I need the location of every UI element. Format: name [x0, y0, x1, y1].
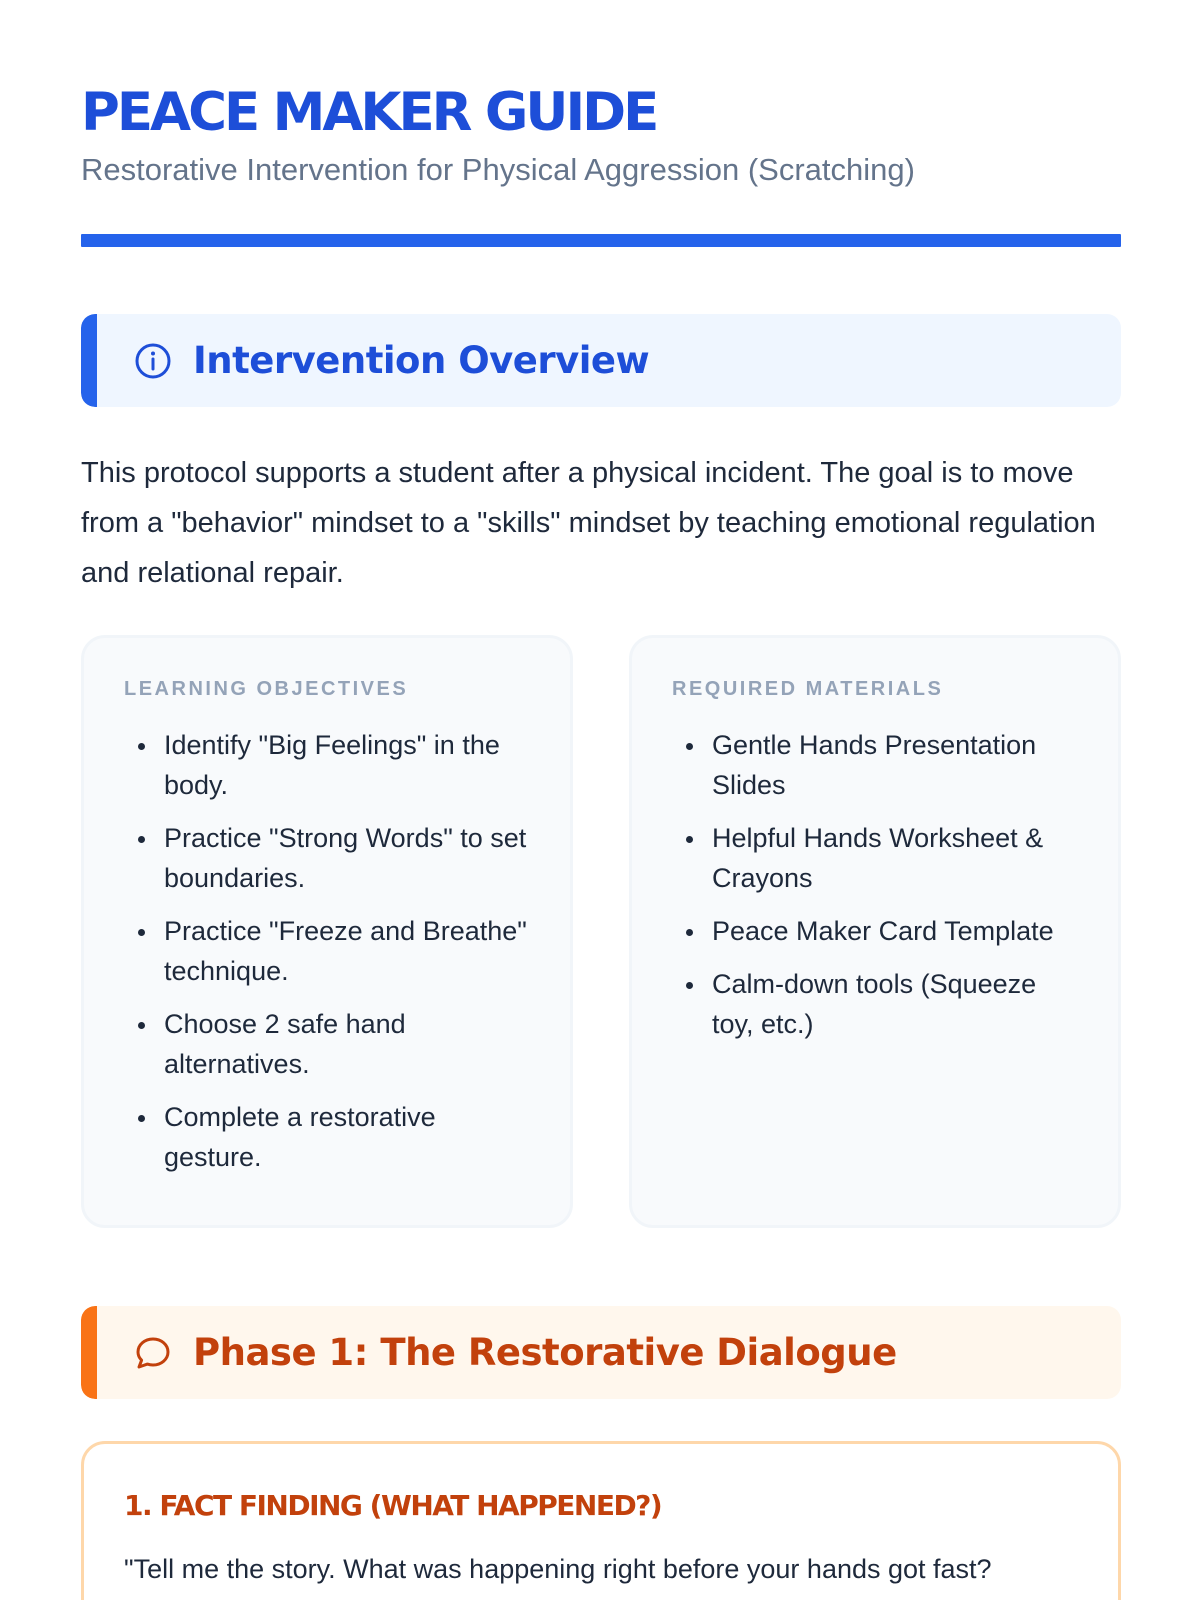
- overview-section-header: [81, 314, 1121, 407]
- learning-objectives-list: [124, 725, 530, 1177]
- list-item: Practice "Freeze and Breathe" technique.: [124, 911, 530, 991]
- list-item: Complete a restorative gesture.: [124, 1097, 530, 1177]
- page-subtitle: Restorative Intervention for Physical Aggression (Scratching): [81, 152, 915, 187]
- fact-finding-title: 1. FACT FINDING (WHAT HAPPENED?): [124, 1489, 662, 1522]
- phase1-section-header: [81, 1306, 1121, 1399]
- learning-objectives-label: LEARNING OBJECTIVES: [124, 678, 409, 700]
- list-item: Calm-down tools (Squeeze toy, etc.): [672, 964, 1078, 1044]
- phase1-heading: Phase 1: The Restorative Dialogue: [193, 1331, 897, 1374]
- overview-intro: This protocol supports a student after a physical incident. The goal is to move from a "behavior" mindset to a "skills" mindset by teaching emotional regulation and relational repair.: [81, 457, 1096, 589]
- list-item: Practice "Strong Words" to set boundaries.: [124, 818, 530, 898]
- list-item: Gentle Hands Presentation Slides: [672, 725, 1078, 805]
- list-item: Identify "Big Feelings" in the body.: [124, 725, 530, 805]
- required-materials-label: REQUIRED MATERIALS: [672, 678, 944, 700]
- list-item: Peace Maker Card Template: [672, 911, 1078, 951]
- list-item: Choose 2 safe hand alternatives.: [124, 1004, 530, 1084]
- required-materials-list: [672, 725, 1078, 1044]
- fact-finding-card: [81, 1441, 1121, 1600]
- required-materials-card: [629, 635, 1121, 1228]
- list-item: Helpful Hands Worksheet & Crayons: [672, 818, 1078, 898]
- title-divider: [81, 234, 1121, 247]
- speech-bubble-icon: [133, 1333, 173, 1373]
- info-circle-icon: [133, 341, 173, 381]
- learning-objectives-card: [81, 635, 573, 1228]
- page-title: PEACE MAKER GUIDE: [81, 82, 657, 143]
- overview-heading: Intervention Overview: [193, 339, 650, 382]
- fact-finding-text: "Tell me the story. What was happening right before your hands got fast?: [124, 1554, 992, 1584]
